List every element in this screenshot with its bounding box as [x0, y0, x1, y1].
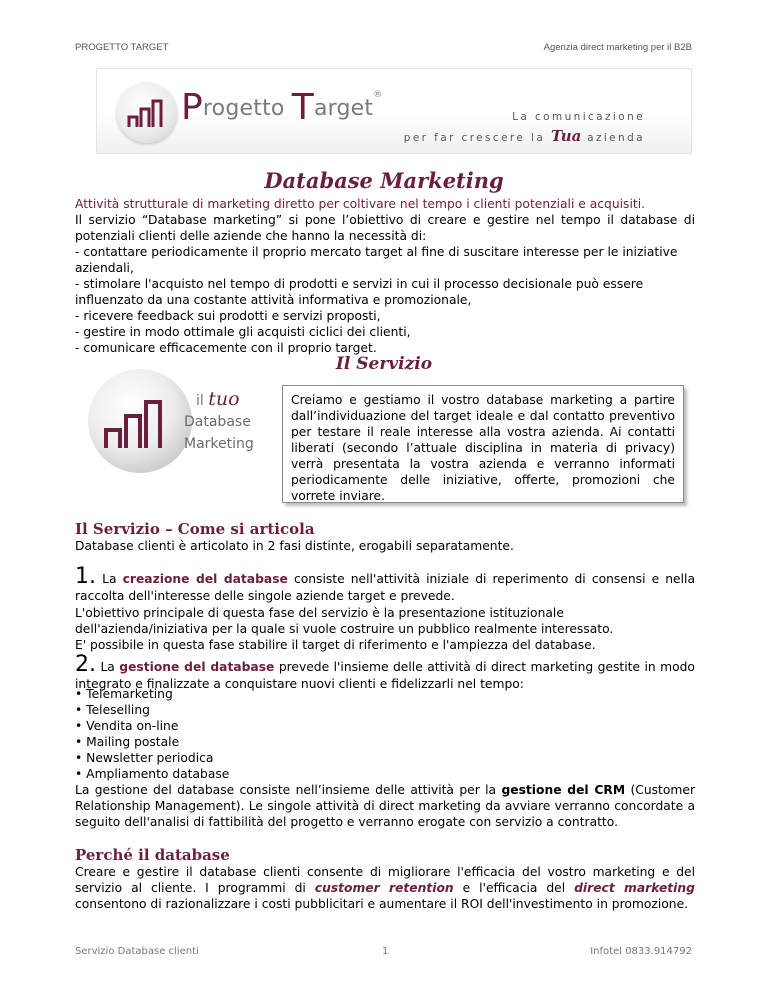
list-item: • Newsletter periodica	[75, 751, 214, 765]
list-item: - contattare periodicamente il proprio mercato target al fine di suscitare interesse per le iniziative aziendali,	[75, 245, 678, 275]
section-heading-perche: Perché il database	[75, 846, 230, 864]
list-item: • Ampliamento database	[75, 767, 230, 781]
list-item: • Telemarketing	[75, 687, 173, 701]
logo-il-text: il tuo	[196, 388, 240, 410]
step2-key: gestione del database	[119, 660, 275, 674]
footer-left: Servizio Database clienti	[75, 946, 199, 957]
perche-key2: direct marketing	[574, 881, 695, 895]
logo-line2: Marketing	[184, 436, 254, 452]
list-item: - comunicare efficacemente con il proprio target.	[75, 341, 377, 355]
header-left: PROGETTO TARGET	[75, 42, 169, 53]
tagline-line2: per far crescere la Tua azienda	[403, 127, 645, 145]
database-marketing-logo	[88, 366, 278, 476]
crm-key: gestione del CRM	[501, 783, 626, 797]
step1-objective: L'obiettivo principale di questa fase del servizio è la presentazione istituzionale dell'azienda/iniziativa per la quale si vuole costruire un pubblico realmente interessato.	[75, 606, 614, 636]
step2-bullets	[75, 686, 695, 782]
footer-right: Infotel 0833.914792	[590, 946, 692, 957]
list-item: - gestire in modo ottimale gli acquisti ciclici dei clienti,	[75, 325, 411, 339]
step1-number: 1.	[75, 564, 96, 589]
intro-bullets	[75, 244, 695, 356]
list-item: • Mailing postale	[75, 735, 180, 749]
logo-line1: Database	[184, 414, 251, 430]
page-number: 1	[382, 946, 389, 957]
intro-lead: Attività strutturale di marketing diretto per coltivare nel tempo i clienti potenziali e acquisiti.	[75, 197, 646, 211]
list-item: • Vendita on-line	[75, 719, 179, 733]
section-heading-articola: Il Servizio – Come si articola	[75, 520, 315, 538]
servizio-description-box: Creiamo e gestiamo il vostro database marketing a partire dall’individuazione del target ideale e dal contatto preventivo per testare il reale interesse alla vostra azienda. Ai contatti liberati (secondo l’attuale disciplina in materia di privacy) verrà presentata la vostra azienda e verranno informati periodicamente delle iniziative, offerte, promozioni che vorrete inviare.	[282, 385, 684, 503]
intro-body: Il servizio “Database marketing” si pone l’obiettivo di creare e gestire nel tempo il database di potenziali clienti delle aziende che hanno la necessità di:	[75, 213, 695, 243]
list-item: - ricevere feedback sui prodotti e servizi proposti,	[75, 309, 381, 323]
brand-name: Progetto Target®	[181, 87, 383, 128]
bar-steps-icon	[117, 83, 177, 143]
step2-number: 2.	[75, 652, 96, 677]
step1-target: E' possibile in questa fase stabilire il target di riferimento e l'ampiezza del database.	[75, 638, 596, 652]
logo-icon	[117, 83, 177, 143]
articola-intro: Database clienti è articolato in 2 fasi distinte, erogabili separatamente.	[75, 539, 514, 553]
step2-paragraph: 2. La gestione del database prevede l'insieme delle attività di direct marketing gestite in modo integrato e finalizzate a conquistare nuovi clienti e fidelizzarli nel tempo:	[75, 652, 695, 691]
crm-paragraph: La gestione del database consiste nell’insieme delle attività per la gestione del CRM (Customer Relationship Management). Le singole attività di direct marketing da avviare verranno concordate a seguito dell'analisi di fattibilità del progetto e verranno erogate con servizio a contratto.	[75, 783, 695, 829]
section-heading-servizio: Il Servizio	[335, 354, 433, 374]
header-right: Agenzia direct marketing per il B2B	[543, 42, 692, 53]
step1-key: creazione del database	[122, 572, 288, 586]
step1-paragraph: 1. La creazione del database consiste nell'attività iniziale di reperimento di consensi e nella raccolta dell'interesse delle singole aziende target e prevede.	[75, 564, 695, 603]
perche-paragraph: Creare e gestire il database clienti consente di migliorare l'efficacia del vostro marketing e del servizio al cliente. I programmi di customer retention e l'efficacia del direct marketing consentono di razionalizzare i costi pubblicitari e aumentare il ROI dell'investimento in promozione.	[75, 865, 695, 911]
tagline-tua: Tua	[550, 127, 582, 145]
banner	[96, 68, 692, 154]
page-title: Database Marketing	[264, 168, 504, 193]
perche-key1: customer retention	[314, 881, 454, 895]
tagline-line1: La comunicazione	[512, 111, 645, 123]
list-item: • Teleselling	[75, 703, 150, 717]
list-item: - stimolare l'acquisto nel tempo di prodotti e servizi in cui il processo decisionale può essere influenzato da una costante attività informativa e promozionale,	[75, 277, 644, 307]
